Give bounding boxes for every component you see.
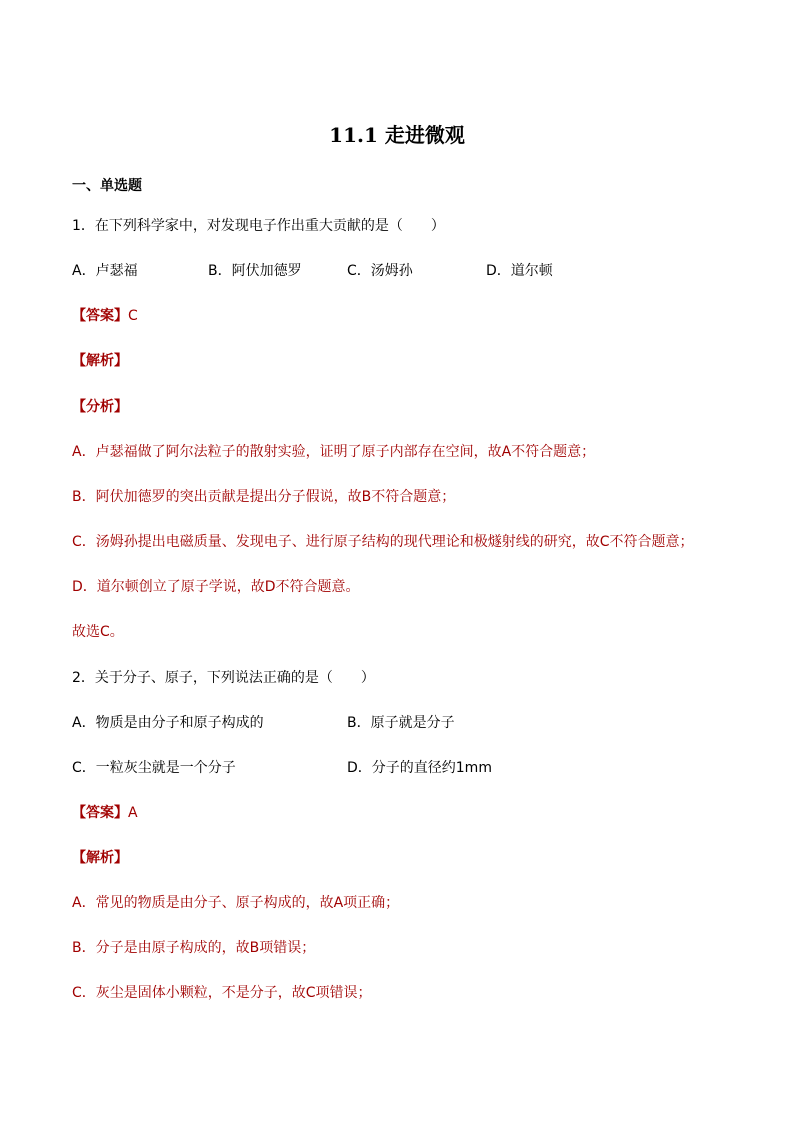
q2-option-b: B．原子就是分子 (347, 715, 455, 731)
answer-value: C (128, 308, 138, 324)
page-title: 11.1 走进微观 (329, 123, 465, 147)
q1-explanation-b: B．阿伏加德罗的突出贡献是提出分子假说，故B不符合题意； (72, 489, 456, 505)
q2-answer (72, 803, 138, 823)
q1-answer (72, 306, 138, 326)
q2-option-a: A．物质是由分子和原子构成的 (72, 715, 264, 731)
q2-option-c: C．一粒灰尘就是一个分子 (72, 760, 236, 776)
answer-label: 【答案】 (72, 308, 128, 324)
q1-explanation-c: C．汤姆孙提出电磁质量、发现电子、进行原子结构的现代理论和极燧射线的研究，故C不符合题意； (72, 534, 694, 550)
q2-explanation-a: A．常见的物质是由分子、原子构成的，故A项正确； (72, 895, 400, 911)
q1-conclusion: 故选C。 (72, 624, 124, 640)
q2-analysis-label: 【解析】 (72, 850, 128, 866)
q1-explanation-a: A．卢瑟福做了阿尔法粒子的散射实验，证明了原子内部存在空间，故A不符合题意； (72, 444, 596, 460)
answer-label: 【答案】 (72, 805, 128, 821)
question-1-stem: 1．在下列科学家中，对发现电子作出重大贡献的是（ ） (72, 218, 445, 234)
q1-fenxi-label: 【分析】 (72, 399, 128, 415)
q1-option-c: C．汤姆孙 (347, 263, 413, 279)
question-2-stem: 2．关于分子、原子，下列说法正确的是（ ） (72, 670, 375, 686)
section-heading: 一、单选题 (72, 178, 142, 194)
q2-option-d: D．分子的直径约1mm (347, 760, 492, 776)
q1-option-a: A．卢瑟福 (72, 263, 138, 279)
q1-explanation-d: D．道尔顿创立了原子学说，故D不符合题意。 (72, 579, 360, 595)
q1-analysis-label: 【解析】 (72, 353, 128, 369)
answer-value: A (128, 805, 138, 821)
q1-option-b: B．阿伏加德罗 (208, 263, 302, 279)
q1-option-d: D．道尔顿 (486, 263, 553, 279)
q2-explanation-b: B．分子是由原子构成的，故B项错误； (72, 940, 316, 956)
q2-explanation-c: C．灰尘是固体小颗粒，不是分子，故C项错误； (72, 985, 372, 1001)
